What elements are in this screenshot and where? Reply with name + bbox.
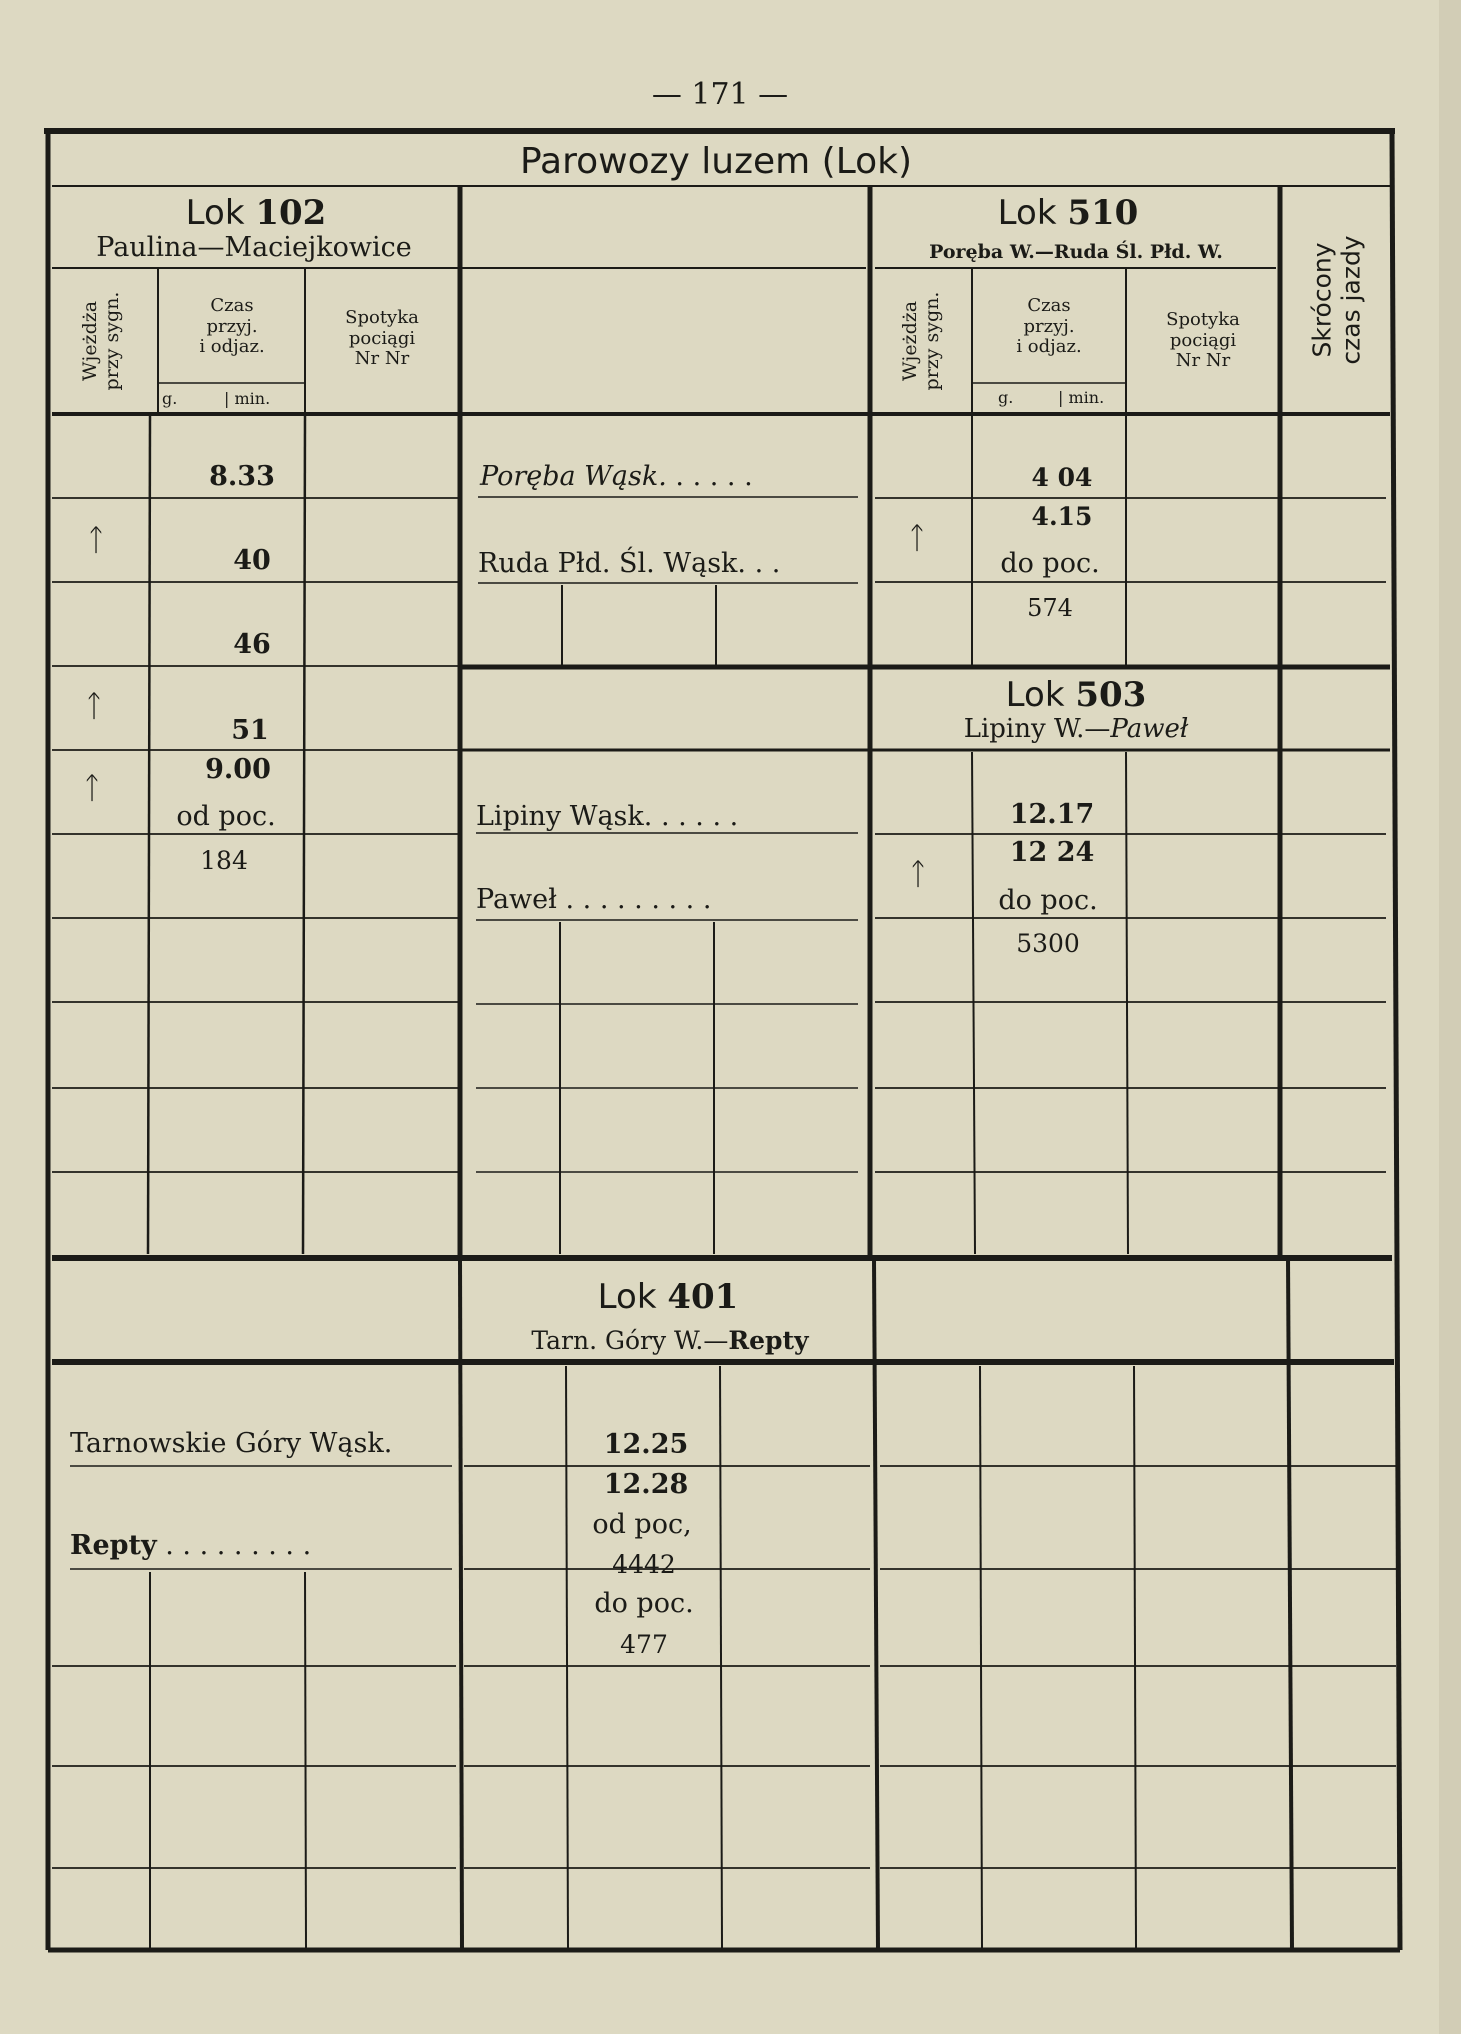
lok-401-note-arrival: do poc. (594, 1588, 694, 1619)
signal-mark: ᛏ (85, 689, 103, 724)
lok-401-route: Tarn. Góry W.—Repty (531, 1326, 809, 1355)
lok-102-title: Lok 102 (185, 193, 327, 233)
lok-102-time-4: 51 (231, 715, 269, 746)
lok-503-time-1: 12.17 (1009, 799, 1095, 830)
signal-mark: ᛏ (908, 521, 926, 556)
lok-503-train-number: 5300 (1016, 929, 1080, 958)
page-number: — 171 — (651, 77, 789, 112)
station-pawel: Paweł . . . . . . . . . (476, 884, 712, 915)
col-header-min: | min. (224, 389, 271, 408)
col-header-wjezdza: Wjeżdża przy sygn. (79, 291, 123, 391)
station-ruda: Ruda Płd. Śl. Wąsk. . . (478, 548, 781, 579)
lok-503-note: do poc. (998, 885, 1098, 916)
lok-510-time-1: 4 04 (1031, 463, 1093, 492)
col-header-g: g. (998, 388, 1014, 407)
lok-510-note: do poc. (1000, 548, 1100, 579)
col-header-wjezdza: Wjeżdża przy sygn. (899, 291, 943, 391)
lok-102-time-2: 40 (233, 545, 271, 576)
lok-401-train-from: 4442 (612, 1550, 676, 1579)
lok-510-train-number: 574 (1027, 594, 1073, 622)
lok-401-time-1: 12.25 (603, 1429, 689, 1460)
col-header-czas: Czas przyj. i odjaz. (199, 295, 265, 358)
lok-510-title: Lok 510 (997, 193, 1139, 233)
col-header-skrocony: Skrócony czas jazdy (1307, 235, 1365, 365)
lok-102-note: od poc. (176, 801, 276, 832)
lok-401-note-departure: od poc, (592, 1509, 692, 1540)
signal-mark: ᛏ (83, 771, 101, 806)
lok-102-time-3: 46 (233, 629, 271, 660)
col-header-min: | min. (1058, 388, 1105, 407)
lok-503-time-2: 12 24 (1009, 837, 1095, 868)
lok-102-time-1: 8.33 (209, 461, 275, 492)
col-header-spotyka: Spotyka pociągi Nr Nr (345, 307, 419, 370)
lok-401-title: Lok 401 (597, 1277, 739, 1317)
lok-510-time-2: 4.15 (1031, 502, 1093, 531)
col-header-g: g. (162, 389, 178, 408)
col-header-spotyka: Spotyka pociągi Nr Nr (1166, 309, 1240, 372)
signal-mark: ᛏ (909, 857, 927, 892)
lok-102-route: Paulina—Maciejkowice (96, 232, 412, 263)
col-header-czas: Czas przyj. i odjaz. (1016, 295, 1082, 358)
signal-mark: ᛏ (87, 523, 105, 558)
lok-401-time-2: 12.28 (603, 1469, 689, 1500)
lok-401-train-to: 477 (620, 1630, 668, 1659)
station-tarnowskie-gory: Tarnowskie Góry Wąsk. (70, 1428, 393, 1459)
station-lipiny: Lipiny Wąsk. . . . . . (476, 801, 739, 832)
lok-102-train-number: 184 (200, 846, 248, 875)
lok-102-time-5: 9.00 (205, 754, 271, 785)
station-repty: Repty . . . . . . . . . (70, 1530, 312, 1561)
lok-510-route: Poręba W.—Ruda Śl. Płd. W. (929, 241, 1223, 263)
lok-503-route: Lipiny W.—Paweł (963, 714, 1189, 744)
station-poreba: Poręba Wąsk. . . . . . (480, 461, 753, 492)
lok-503-title: Lok 503 (1005, 675, 1147, 715)
page-title: Parowozy luzem (Lok) (519, 141, 913, 182)
